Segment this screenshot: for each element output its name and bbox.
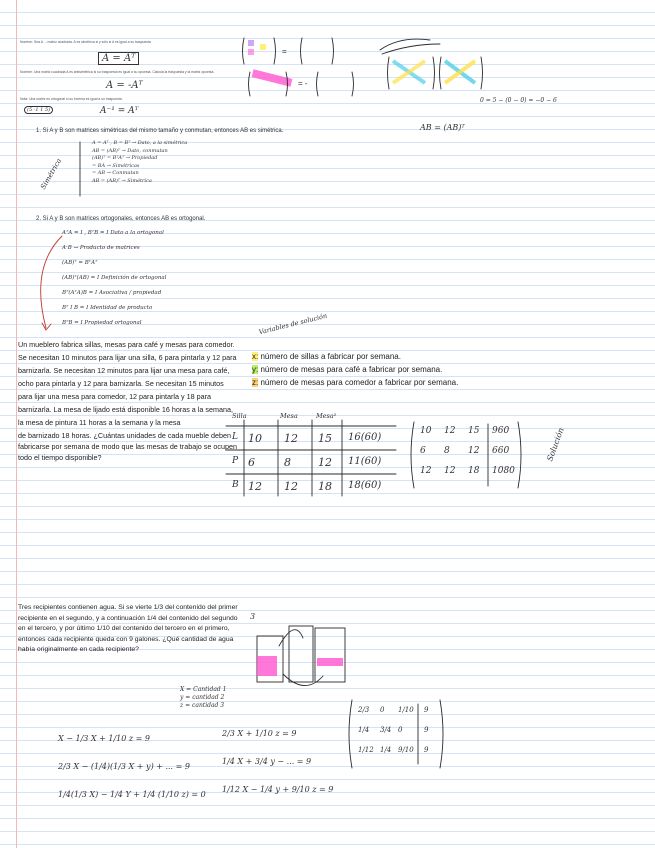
matrix-cell: 1/12 [358,746,374,754]
q3-badge: (5 -1 1 5) [24,106,53,114]
variable-x-symbol: x: [252,352,259,361]
equation: 2/3 X − (1/4)(1/3 X + y) + ... = 9 [58,762,190,771]
problem2-text: Tres recipientes contienen agua. Si se vierte 1/3 del contenido del primer recipiente en el segundo, y a continuación 1/4 del contenido del segundo en el tercero, y por último 1/10 del contenido del tercero en el primero, entonces cada recipiente queda con 9 galones. ¿Qué cantidad de agua había originalmente en cada recipiente? [18,604,238,653]
matrix-cell: 0 [380,706,385,714]
matrix-cell: 1/4 [380,746,392,754]
svg-text:= -: = - [298,79,308,88]
problem1-table [224,412,400,497]
exercise2-step: Bᵀ(AᵀA)B = I Asociativa / propiedad [62,290,162,296]
matrix-cell: 18 [468,466,480,476]
table-cell: 8 [284,456,291,469]
table-cell: 12 [284,480,298,493]
table-row-label-l: L [232,432,238,442]
exercise2-step: Bᵀ I B = I Identidad de producto [62,305,153,311]
margin-line [16,0,17,848]
svg-text:=: = [282,47,287,56]
variable-z [252,376,462,389]
exercise1-corner: AB = (AB)ᵀ [420,123,465,132]
variable-x-desc: número de sillas a fabricar por semana. [260,352,401,361]
matrix-cell: 9 [424,706,429,714]
exercise1-steps [92,140,322,185]
matrix-cell: 12 [444,466,456,476]
q3-text: Una matriz es ortogonal si su inversa es igual a su traspuesta. [29,97,123,101]
table-cell: 18(60) [348,480,382,491]
matrix-cell: 0 [398,726,403,734]
table-cell: 12 [248,480,262,493]
problem1-matrix-note: Solución [545,426,566,463]
problem2-containers [255,618,355,698]
q1-text: Sea A ... matriz cuadrada. A es simétrica si y sólo si A es igual a su traspuesta [33,40,151,44]
table-row-label-b: B [232,480,239,490]
equation: 2/3 X + 1/10 z = 9 [222,729,297,738]
matrix-cell: 9/10 [398,746,414,754]
exercise2-step: (AB)ᵀ = BᵀAᵀ [62,260,98,266]
matrix-cell: 9 [424,746,429,754]
variable-z-desc: número de mesas para comedor a fabricar por semana. [260,378,459,387]
exercise1-side-note: Simétrica [39,157,64,191]
matrix-cell: 1/10 [398,706,414,714]
table-header-2: Mesa [280,412,298,420]
exercise1-step: AB = (AB)ᵀ → Dato, conmutan [92,147,168,154]
exercise2-title: 2. Si A y B son matrices ortogonales, entonces AB es ortogonal. [36,216,206,222]
problem2-vars [180,686,226,710]
matrix-cell: 1/4 [358,726,370,734]
matrix-cell: 9 [424,726,429,734]
problem1-variables [252,350,462,389]
var-y: y = cantidad 2 [180,694,225,701]
table-header-1: Silla [232,412,247,420]
exercise1-step: (AB)ᵀ = BᵀAᵀ → Propiedad [92,155,158,161]
table-cell: 10 [248,432,262,445]
table-cell: 12 [284,432,298,445]
equation: 1/4 X + 3/4 y − ... = 9 [222,757,312,766]
matrix-cell: 12 [444,426,456,436]
problem1-matrix [408,420,528,490]
matrix-cell: 660 [492,446,510,456]
matrix-cell: 960 [492,426,510,436]
exercise2-step: (AB)ᵀ(AB) = I Definición de ortogonal [62,275,167,281]
q3-block [20,97,220,101]
matrix-cell: 8 [444,446,450,456]
antisym-matrix [385,55,485,100]
table-cell: 16(60) [348,432,382,443]
table-cell: 6 [248,456,255,469]
exercise2-steps [62,226,302,331]
exercise2-step: AᵀA = I , BᵀB = I Dato a la ortogonal [62,230,164,236]
problem2-eqs-left [58,725,206,809]
matrix-cell: 2/3 [358,706,370,714]
table-cell: 18 [318,480,332,493]
problem1-text: Un mueblero fabrica sillas, mesas para café y mesas para comedor. Se necesitan 10 minutos para lijar una silla, 6 para pintarla y 12 para barnizarla. Se necesitan 12 minutos para lijar una mesa para café, ocho para pintarla y 12 para barnizarla. Se necesitan 15 minutos para lijar una mesa para comedor, 12 para pintarla y 18 para barnizarla. La mesa de lijado está disponible 16 horas a la semana, la mesa de pintura 11 horas a la semana y la mesa [18,340,237,427]
table-cell: 11(60) [348,456,382,467]
exercise2-step: BᵀB = I Propiedad ortogonal [62,320,142,326]
table-header-3: Mesa² [316,412,337,420]
table-row-label-p: P [232,456,239,466]
matrix-cell: 15 [468,426,480,436]
q2-result: 0 = 5 − (0 − 0) = −0 − 6 [480,97,557,104]
problem1-note: Variables de solución [258,311,328,337]
variable-y-symbol: y: [252,365,259,374]
problem2-matrix [346,698,446,770]
q2-label: Nombre: [20,70,34,74]
matrix-cell: 1080 [492,466,515,476]
q1-block [20,40,230,44]
q3-formula: A⁻¹ = Aᵀ [100,106,139,116]
table-lines [224,412,400,497]
variable-x [252,350,462,363]
table-cell: 12 [318,456,332,469]
exercise2-step: A·B → Producto de matrices [62,245,140,251]
variable-z-symbol: z: [252,378,259,387]
q2-block [20,70,235,74]
problem2-eqs-right [222,720,333,804]
exercise1-title: 1. Si A y B son matrices simétricas del mismo tamaño y conmutan, entonces AB es simétrica. [36,128,284,134]
q3-label: Nota: [20,97,29,101]
q2-formula: A = -Aᵀ [106,80,143,91]
equation: X − 1/3 X + 1/10 z = 9 [58,734,150,743]
problem1-question: de barnizado 18 horas. ¿Cuántas unidades de cada mueble deben fabricarse por semana de modo que las mesas de trabajo se ocupen todo el tiempo disponible? [18,431,237,462]
top-matrices [240,36,360,136]
var-z: z = cantidad 3 [180,702,225,709]
matrix-cell: 12 [420,466,432,476]
q1-label: Nombre: [20,40,34,44]
var-x: X = Cantidad 1 [180,686,227,693]
q1-formula: A = Aᵀ [98,52,139,65]
exercise1-step: A = Aᵀ , B = Bᵀ → Dato, a la simétrica [92,140,188,146]
variable-y [252,363,462,376]
exercise1-step: = BA → Simétricas [92,162,140,169]
table-cell: 15 [318,432,332,445]
variable-y-desc: número de mesas para café a fabricar por semana. [260,365,443,374]
problem2-label-top: 3 [250,612,256,621]
equation: 1/4(1/3 X) − 1/4 Y + 1/4 (1/10 z) = 0 [58,790,206,799]
matrix-cell: 10 [420,426,432,436]
equation: 1/12 X − 1/4 y + 9/10 z = 9 [222,785,334,794]
matrix-cell: 3/4 [380,726,392,734]
matrix-cell: 12 [468,446,480,456]
exercise1-step: AB = (AB)ᵀ → Simétrica [92,177,152,184]
q2-text: Una matriz cuadrada A es antisimétrica si su traspuesta es igual a su opuesta. Calcula la traspuesta y la matriz opuesta. [33,70,215,74]
exercise2-red-arrow [28,228,68,338]
exercise1-step: = AB → Conmutan [92,170,139,176]
matrix-cell: 6 [420,446,426,456]
exercise1-bracket [60,140,90,200]
